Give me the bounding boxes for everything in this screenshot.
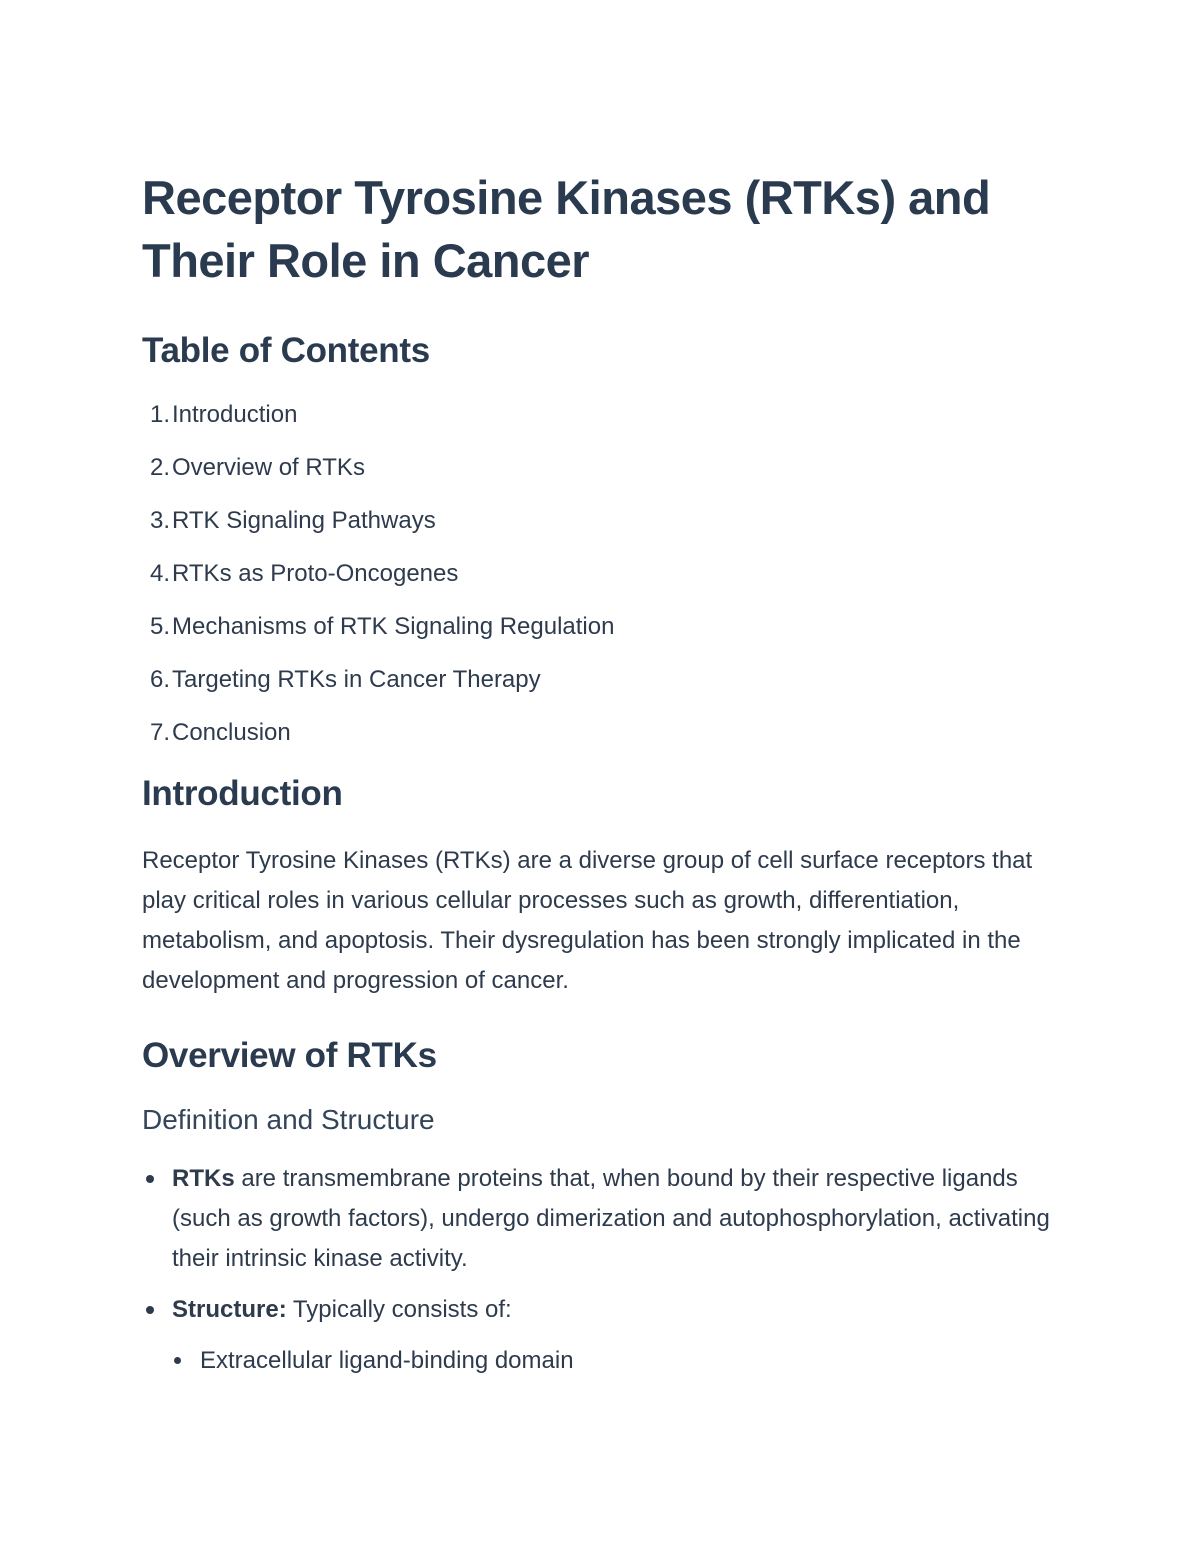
bullet-item-structure: [142, 1290, 1062, 1330]
toc-item-label: RTKs as Proto-Oncogenes: [172, 560, 459, 587]
toc-item-label: Conclusion: [172, 719, 291, 746]
sub-bullet-text: Extracellular ligand-binding domain: [200, 1347, 574, 1374]
toc-item-number: 3.: [149, 507, 170, 534]
bullet-bold-term: RTKs: [172, 1165, 235, 1192]
toc-item-proto-oncogenes[interactable]: [142, 559, 1058, 589]
bullet-bold-term: Structure:: [172, 1296, 287, 1323]
sub-bullet-item: [142, 1341, 1058, 1381]
bullet-item-rtks: [142, 1159, 1062, 1279]
toc-heading: Table of Contents: [142, 331, 430, 370]
bullet-text: are transmembrane proteins that, when bound by their respective ligands (such as growth factors), undergo dimerization and autophosphorylation, activating their intrinsic kinase activity.: [172, 1165, 1050, 1272]
toc-item-number: 2.: [149, 454, 170, 481]
bullet-text: Typically consists of:: [286, 1296, 512, 1323]
introduction-heading: Introduction: [142, 774, 343, 813]
toc-item-introduction[interactable]: [142, 400, 1058, 430]
bullet-dot-icon: [146, 1306, 154, 1314]
toc-item-label: Introduction: [172, 401, 298, 428]
overview-bullet-list: [142, 1159, 1058, 1330]
structure-sub-bullet-list: [142, 1341, 1058, 1381]
toc-item-number: 6.: [149, 666, 170, 693]
toc-list: [142, 400, 1058, 748]
bullet-dot-icon: [174, 1357, 181, 1364]
toc-item-signaling-pathways[interactable]: [142, 506, 1058, 536]
toc-item-conclusion[interactable]: [142, 718, 1058, 748]
overview-heading: Overview of RTKs: [142, 1036, 437, 1075]
toc-item-label: Targeting RTKs in Cancer Therapy: [172, 666, 541, 693]
toc-item-label: Overview of RTKs: [172, 454, 365, 481]
toc-item-number: 7.: [149, 719, 170, 746]
toc-item-cancer-therapy[interactable]: [142, 665, 1058, 695]
toc-item-regulation[interactable]: [142, 612, 1058, 642]
introduction-paragraph: Receptor Tyrosine Kinases (RTKs) are a diverse group of cell surface receptors that play critical roles in various cellular processes such as growth, differentiation, metabolism, and apoptosis. Their dysregulation has been strongly implicated in the development and progression of cancer.: [142, 847, 1033, 994]
bullet-dot-icon: [146, 1175, 154, 1183]
definition-structure-heading: Definition and Structure: [142, 1104, 435, 1135]
toc-item-number: 1.: [149, 401, 170, 428]
document-title: Receptor Tyrosine Kinases (RTKs) and Their Role in Cancer: [142, 171, 991, 287]
toc-item-number: 4.: [149, 560, 170, 587]
toc-item-label: Mechanisms of RTK Signaling Regulation: [172, 613, 615, 640]
toc-item-label: RTK Signaling Pathways: [172, 507, 436, 534]
toc-item-overview[interactable]: [142, 453, 1058, 483]
toc-item-number: 5.: [149, 613, 170, 640]
